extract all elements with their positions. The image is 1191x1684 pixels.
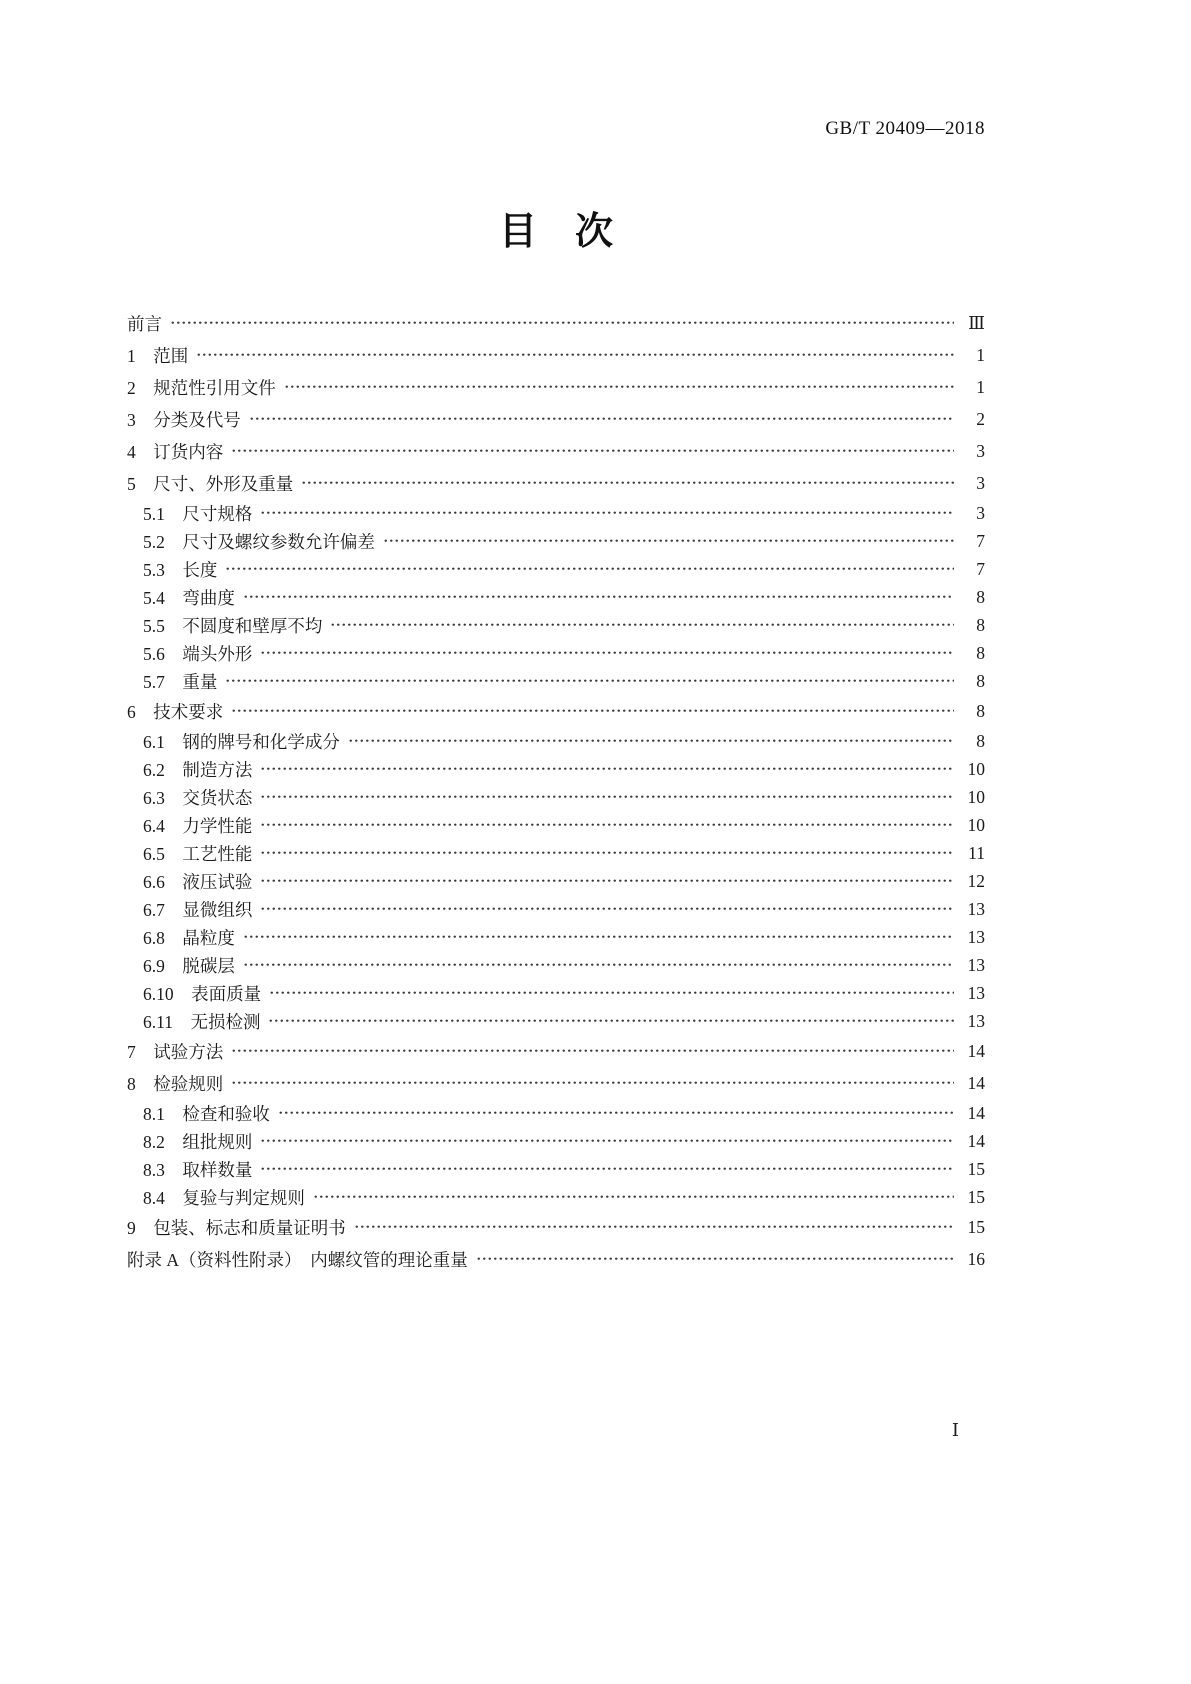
toc-entry-page: 15 bbox=[967, 1158, 985, 1179]
toc-entry bbox=[127, 1211, 985, 1243]
toc-entry-label: 6.6 液压试验 bbox=[143, 871, 253, 892]
toc-leader-dots bbox=[243, 956, 954, 974]
toc-entry bbox=[127, 339, 985, 371]
toc-entry-label: 6.2 制造方法 bbox=[143, 759, 253, 780]
toc-leader-dots bbox=[269, 984, 954, 1002]
toc-leader-dots bbox=[260, 1132, 954, 1150]
toc-leader-dots bbox=[260, 788, 954, 806]
toc-entry bbox=[127, 1243, 985, 1275]
toc-entry-label: 6 技术要求 bbox=[127, 701, 224, 722]
toc-entry-label: 6.10 表面质量 bbox=[143, 983, 262, 1004]
toc-entry-page: 14 bbox=[967, 1072, 985, 1093]
toc-leader-dots bbox=[231, 1074, 954, 1092]
toc-entry bbox=[127, 527, 985, 555]
toc-entry-label: 5.1 尺寸规格 bbox=[143, 503, 253, 524]
toc-entry bbox=[127, 1099, 985, 1127]
toc-leader-dots bbox=[348, 732, 954, 750]
toc-leader-dots bbox=[284, 378, 954, 396]
toc-entry-label: 5.4 弯曲度 bbox=[143, 587, 235, 608]
toc-entry bbox=[127, 1035, 985, 1067]
toc-entry-page: 15 bbox=[967, 1216, 985, 1237]
toc-entry-label: 5.5 不圆度和壁厚不均 bbox=[143, 615, 323, 636]
toc-leader-dots bbox=[354, 1218, 954, 1236]
toc-entry-label: 6.4 力学性能 bbox=[143, 815, 253, 836]
toc-leader-dots bbox=[231, 702, 954, 720]
toc-leader-dots bbox=[249, 410, 954, 428]
toc-entry-page: 11 bbox=[968, 842, 985, 863]
toc-entry bbox=[127, 867, 985, 895]
toc-entry-page: 16 bbox=[967, 1248, 985, 1269]
toc-leader-dots bbox=[196, 346, 954, 364]
toc-entry-label: 前言 bbox=[127, 313, 162, 334]
toc-entry-page: 8 bbox=[976, 586, 985, 607]
toc-leader-dots bbox=[476, 1250, 954, 1268]
toc-entry-label: 6.9 脱碳层 bbox=[143, 955, 235, 976]
toc-entry-page: 8 bbox=[976, 670, 985, 691]
toc-entry bbox=[127, 639, 985, 667]
toc-entry-label: 7 试验方法 bbox=[127, 1041, 224, 1062]
toc-entry bbox=[127, 811, 985, 839]
toc-entry bbox=[127, 611, 985, 639]
toc-entry-page: 14 bbox=[967, 1040, 985, 1061]
toc-entry-page: 8 bbox=[976, 614, 985, 635]
toc-entry bbox=[127, 371, 985, 403]
toc-entry-label: 5.3 长度 bbox=[143, 559, 218, 580]
toc-entry-label: 5.6 端头外形 bbox=[143, 643, 253, 664]
toc-entry-page: 13 bbox=[967, 1010, 985, 1031]
toc-entry-label: 1 范围 bbox=[127, 345, 189, 366]
toc-entry bbox=[127, 923, 985, 951]
toc-entry bbox=[127, 839, 985, 867]
toc-entry-label: 附录 A（资料性附录） 内螺纹管的理论重量 bbox=[127, 1249, 468, 1270]
toc-entry bbox=[127, 555, 985, 583]
toc-entry-label: 6.1 钢的牌号和化学成分 bbox=[143, 731, 340, 752]
toc-entry-label: 8 检验规则 bbox=[127, 1073, 224, 1094]
toc-entry-page: 3 bbox=[976, 440, 985, 461]
toc-leader-dots bbox=[278, 1104, 954, 1122]
toc-entry-page: 10 bbox=[967, 814, 985, 835]
toc-leader-dots bbox=[268, 1012, 954, 1030]
toc-leader-dots bbox=[231, 1042, 954, 1060]
toc-entry bbox=[127, 403, 985, 435]
toc-entry-page: 7 bbox=[976, 530, 985, 551]
toc-leader-dots bbox=[225, 560, 954, 578]
toc-entry-label: 9 包装、标志和质量证明书 bbox=[127, 1217, 346, 1238]
doc-number: GB/T 20409—2018 bbox=[825, 118, 985, 139]
toc-entry-label: 8.2 组批规则 bbox=[143, 1131, 253, 1152]
toc-entry-page: 13 bbox=[967, 926, 985, 947]
toc-entry bbox=[127, 1183, 985, 1211]
toc-entry-page: 3 bbox=[976, 502, 985, 523]
toc-leader-dots bbox=[260, 900, 954, 918]
toc-leader-dots bbox=[330, 616, 954, 634]
footer-page-number: Ⅰ bbox=[951, 1420, 959, 1440]
toc-entry-label: 8.4 复验与判定规则 bbox=[143, 1187, 305, 1208]
toc-entry-label: 8.1 检查和验收 bbox=[143, 1103, 270, 1124]
toc-entry-page: 15 bbox=[967, 1186, 985, 1207]
toc-entry bbox=[127, 783, 985, 811]
toc-entry-label: 6.11 无损检测 bbox=[143, 1011, 261, 1032]
toc-entry bbox=[127, 435, 985, 467]
toc-entry-page: 8 bbox=[976, 730, 985, 751]
toc-leader-dots bbox=[260, 1160, 954, 1178]
toc-entry-page: 13 bbox=[967, 982, 985, 1003]
toc-entry-label: 5 尺寸、外形及重量 bbox=[127, 473, 294, 494]
toc-leader-dots bbox=[170, 314, 954, 332]
toc-entry bbox=[127, 1155, 985, 1183]
toc-leader-dots bbox=[260, 760, 954, 778]
toc-entry-label: 6.8 晶粒度 bbox=[143, 927, 235, 948]
toc-entry-page: 2 bbox=[976, 408, 985, 429]
toc-entry-label: 2 规范性引用文件 bbox=[127, 377, 276, 398]
toc-entry-label: 4 订货内容 bbox=[127, 441, 224, 462]
toc-entry-page: 10 bbox=[967, 758, 985, 779]
toc-entry bbox=[127, 583, 985, 611]
toc-entry bbox=[127, 895, 985, 923]
toc-entry-page: 8 bbox=[976, 642, 985, 663]
toc-leader-dots bbox=[260, 504, 954, 522]
toc-entry bbox=[127, 755, 985, 783]
toc-leader-dots bbox=[313, 1188, 954, 1206]
toc-entry bbox=[127, 499, 985, 527]
toc-entry-page: 12 bbox=[967, 870, 985, 891]
toc-entry bbox=[127, 1007, 985, 1035]
toc-entry-page: 13 bbox=[967, 954, 985, 975]
toc bbox=[127, 307, 985, 1275]
toc-leader-dots bbox=[260, 816, 954, 834]
toc-entry-label: 3 分类及代号 bbox=[127, 409, 241, 430]
toc-entry-label: 6.7 显微组织 bbox=[143, 899, 253, 920]
toc-leader-dots bbox=[301, 474, 954, 492]
toc-entry-page: 1 bbox=[976, 376, 985, 397]
toc-entry bbox=[127, 307, 985, 339]
toc-entry bbox=[127, 467, 985, 499]
toc-leader-dots bbox=[383, 532, 954, 550]
toc-entry-page: 14 bbox=[967, 1102, 985, 1123]
toc-entry-page: 14 bbox=[967, 1130, 985, 1151]
toc-entry-label: 8.3 取样数量 bbox=[143, 1159, 253, 1180]
toc-leader-dots bbox=[260, 644, 954, 662]
toc-entry-page: 13 bbox=[967, 898, 985, 919]
toc-entry-page: 7 bbox=[976, 558, 985, 579]
toc-leader-dots bbox=[243, 588, 954, 606]
toc-entry-label: 6.5 工艺性能 bbox=[143, 843, 253, 864]
toc-entry-page: 10 bbox=[967, 786, 985, 807]
toc-entry-label: 5.7 重量 bbox=[143, 671, 218, 692]
toc-entry-page: Ⅲ bbox=[968, 312, 985, 333]
toc-entry bbox=[127, 667, 985, 695]
page-title: 目 次 bbox=[498, 211, 613, 253]
toc-entry bbox=[127, 1067, 985, 1099]
toc-leader-dots bbox=[225, 672, 954, 690]
toc-leader-dots bbox=[231, 442, 954, 460]
toc-entry-page: 3 bbox=[976, 472, 985, 493]
toc-leader-dots bbox=[260, 844, 954, 862]
toc-leader-dots bbox=[260, 872, 954, 890]
toc-entry bbox=[127, 695, 985, 727]
toc-entry bbox=[127, 951, 985, 979]
toc-entry-page: 1 bbox=[976, 344, 985, 365]
toc-entry-page: 8 bbox=[976, 700, 985, 721]
toc-leader-dots bbox=[243, 928, 954, 946]
toc-entry-label: 6.3 交货状态 bbox=[143, 787, 253, 808]
toc-entry bbox=[127, 979, 985, 1007]
toc-entry-label: 5.2 尺寸及螺纹参数允许偏差 bbox=[143, 531, 375, 552]
toc-entry bbox=[127, 727, 985, 755]
toc-entry bbox=[127, 1127, 985, 1155]
